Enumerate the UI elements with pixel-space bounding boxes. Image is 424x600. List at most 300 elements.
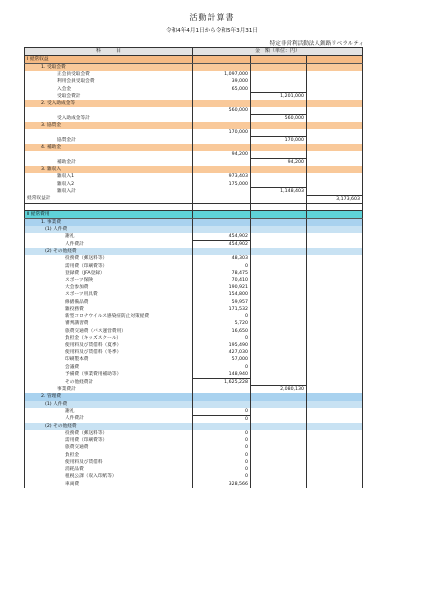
table-row — [25, 386, 363, 394]
amount-cell — [251, 401, 307, 408]
table-row — [25, 195, 363, 203]
amount-cell — [193, 210, 251, 218]
amount-cell: 59,957 — [193, 299, 251, 306]
amount-cell: 170,000 — [193, 129, 251, 136]
amount-cell: 70,410 — [193, 277, 251, 284]
amount-cell — [251, 151, 307, 158]
table-row — [25, 299, 363, 306]
table-row — [25, 284, 363, 291]
table-row — [25, 93, 363, 101]
table-row — [25, 137, 363, 145]
header-account-column: 科 目 — [25, 48, 193, 56]
table-row — [25, 306, 363, 313]
organization-name: 特定非営利活動法人釧路リベラルティ — [269, 41, 364, 47]
amount-cell: 148,940 — [193, 371, 251, 379]
table-row — [25, 107, 363, 114]
amount-cell — [251, 313, 307, 320]
table-row — [25, 78, 363, 85]
amount-cell — [307, 415, 363, 423]
account-label: 租税公課（収入印紙等） — [25, 473, 193, 480]
amount-cell — [307, 233, 363, 241]
amount-cell — [307, 401, 363, 408]
amount-cell — [251, 444, 307, 451]
account-label: 正会員受取会費 — [25, 71, 193, 78]
amount-cell — [193, 93, 251, 101]
amount-cell — [251, 459, 307, 466]
amount-cell — [251, 210, 307, 218]
account-label: 消耗品費 — [25, 466, 193, 473]
amount-cell — [307, 364, 363, 371]
table-row — [25, 233, 363, 241]
account-label: 事業費計 — [25, 386, 193, 394]
amount-cell — [251, 466, 307, 473]
fiscal-period: 令和4年4月1日から令和5年3月31日 — [165, 28, 259, 34]
amount-cell — [307, 85, 363, 92]
table-row — [25, 180, 363, 187]
amount-cell — [193, 226, 251, 233]
amount-cell — [193, 393, 251, 400]
amount-cell — [307, 64, 363, 72]
account-label: 受入助成金等計 — [25, 115, 193, 123]
table-row — [25, 452, 363, 459]
table-row — [25, 335, 363, 342]
table-row — [25, 188, 363, 196]
amount-cell: 175,000 — [193, 180, 251, 187]
account-label — [25, 129, 193, 136]
amount-cell — [307, 226, 363, 233]
amount-cell — [193, 115, 251, 123]
amount-cell — [251, 270, 307, 277]
amount-cell — [251, 129, 307, 136]
amount-cell: 39,000 — [193, 78, 251, 85]
table-row — [25, 255, 363, 262]
account-label: 雑収入計 — [25, 188, 193, 196]
amount-cell: 0 — [193, 473, 251, 480]
table-row — [25, 466, 363, 473]
amount-cell — [307, 71, 363, 78]
amount-cell: 1,097,000 — [193, 71, 251, 78]
amount-cell — [307, 100, 363, 107]
account-label: 負担金（キッズスクール） — [25, 335, 193, 342]
amount-cell — [251, 371, 307, 379]
amount-cell: 16,650 — [193, 327, 251, 334]
account-label: 雑役務費 — [25, 306, 193, 313]
amount-cell — [251, 393, 307, 400]
table-row — [25, 342, 363, 349]
amount-cell: 454,902 — [193, 233, 251, 241]
amount-cell: 195,490 — [193, 342, 251, 349]
account-label: 謝礼 — [25, 408, 193, 416]
account-label: 雑収入1 — [25, 173, 193, 180]
amount-cell — [193, 122, 251, 129]
table-row — [25, 85, 363, 92]
account-label: (2) その他経費 — [25, 248, 193, 255]
amount-cell — [307, 299, 363, 306]
account-label: (1) 人件費 — [25, 401, 193, 408]
table-row — [25, 226, 363, 233]
account-label: 雑収入2 — [25, 180, 193, 187]
amount-cell — [193, 203, 251, 210]
amount-cell — [251, 85, 307, 92]
table-row — [25, 241, 363, 249]
account-label: その他経費計 — [25, 378, 193, 386]
amount-cell: 0 — [193, 408, 251, 416]
amount-cell — [251, 291, 307, 298]
amount-cell — [307, 444, 363, 451]
amount-cell — [193, 386, 251, 394]
table-row — [25, 364, 363, 371]
amount-cell — [251, 78, 307, 85]
amount-cell — [307, 371, 363, 379]
table-row — [25, 203, 363, 210]
amount-cell — [251, 180, 307, 187]
amount-cell — [193, 144, 251, 151]
amount-cell — [193, 56, 251, 64]
amount-cell: 0 — [193, 364, 251, 371]
amount-cell — [251, 218, 307, 226]
table-row — [25, 437, 363, 444]
account-label — [25, 151, 193, 158]
table-row — [25, 218, 363, 226]
account-label: (2) その他経費 — [25, 423, 193, 430]
amount-cell: 0 — [193, 459, 251, 466]
amount-cell: 1,148,403 — [251, 188, 307, 196]
amount-cell — [307, 218, 363, 226]
table-row — [25, 378, 363, 386]
amount-cell — [307, 166, 363, 173]
table-row — [25, 408, 363, 416]
account-label: 大会参加費 — [25, 284, 193, 291]
account-label: スポーツ保険 — [25, 277, 193, 284]
table-row — [25, 430, 363, 437]
table-row — [25, 100, 363, 107]
amount-cell: 0 — [193, 415, 251, 423]
amount-cell — [307, 241, 363, 249]
amount-cell — [193, 158, 251, 166]
amount-cell — [307, 115, 363, 123]
amount-cell: 5,720 — [193, 320, 251, 327]
account-label: 旅費交通費 — [25, 444, 193, 451]
account-label: (1) 人件費 — [25, 226, 193, 233]
amount-cell — [251, 480, 307, 487]
table-row — [25, 480, 363, 487]
amount-cell — [251, 473, 307, 480]
account-label: 新型コロナウイルス感染症防止対策経費 — [25, 313, 193, 320]
account-label — [25, 107, 193, 114]
table-row — [25, 320, 363, 327]
amount-cell — [307, 78, 363, 85]
amount-cell — [307, 137, 363, 145]
amount-cell — [251, 166, 307, 173]
table-row — [25, 371, 363, 379]
table-row — [25, 129, 363, 136]
amount-cell — [251, 255, 307, 262]
amount-cell — [307, 284, 363, 291]
amount-cell: 48,303 — [193, 255, 251, 262]
amount-cell: 0 — [193, 466, 251, 473]
amount-cell: 1,625,228 — [193, 378, 251, 386]
amount-cell: 0 — [193, 444, 251, 451]
account-label: 使用料及び賃借料（冬季） — [25, 349, 193, 356]
amount-cell — [251, 306, 307, 313]
account-label: 受取会費計 — [25, 93, 193, 101]
amount-cell — [251, 378, 307, 386]
account-label: 役務費（郵送料等） — [25, 255, 193, 262]
account-label: 需用費（印刷費等） — [25, 437, 193, 444]
table-row — [25, 415, 363, 423]
account-label: 登録費（JFA登録） — [25, 270, 193, 277]
account-label: 1. 事業費 — [25, 218, 193, 226]
amount-cell — [251, 241, 307, 249]
amount-cell — [193, 64, 251, 72]
amount-cell — [193, 423, 251, 430]
account-label: 協賛金計 — [25, 137, 193, 145]
account-label: 2. 管理費 — [25, 393, 193, 400]
activity-statement-table — [24, 47, 363, 488]
amount-cell — [307, 56, 363, 64]
account-label — [25, 203, 193, 210]
amount-cell — [251, 226, 307, 233]
amount-cell — [307, 270, 363, 277]
amount-cell — [193, 401, 251, 408]
table-row — [25, 173, 363, 180]
amount-cell — [307, 173, 363, 180]
account-label: 3. 協賛金 — [25, 122, 193, 129]
amount-cell — [251, 349, 307, 356]
amount-cell — [307, 210, 363, 218]
amount-cell — [251, 248, 307, 255]
table-row — [25, 56, 363, 64]
amount-cell — [307, 277, 363, 284]
amount-cell — [307, 122, 363, 129]
amount-cell — [251, 430, 307, 437]
amount-cell — [251, 203, 307, 210]
amount-cell: 154,800 — [193, 291, 251, 298]
account-label: 経常収益計 — [25, 195, 193, 203]
amount-cell: 0 — [193, 313, 251, 320]
table-row — [25, 277, 363, 284]
amount-cell: 94,200 — [251, 158, 307, 166]
amount-cell: 560,000 — [251, 115, 307, 123]
account-label: 利用会員受取会費 — [25, 78, 193, 85]
table-row — [25, 313, 363, 320]
amount-cell — [307, 430, 363, 437]
amount-cell — [307, 180, 363, 187]
amount-cell — [251, 284, 307, 291]
amount-cell: 94,200 — [193, 151, 251, 158]
amount-cell — [193, 218, 251, 226]
table-row — [25, 291, 363, 298]
amount-cell — [307, 408, 363, 416]
amount-cell — [251, 327, 307, 334]
account-label: Ⅰ 経常収益 — [25, 56, 193, 64]
amount-cell: 65,000 — [193, 85, 251, 92]
amount-cell — [307, 144, 363, 151]
amount-cell — [307, 320, 363, 327]
table-row — [25, 158, 363, 166]
amount-cell — [251, 195, 307, 203]
amount-cell — [307, 248, 363, 255]
amount-cell — [251, 356, 307, 363]
amount-cell — [307, 107, 363, 114]
amount-cell: 973,403 — [193, 173, 251, 180]
account-label: 入会金 — [25, 85, 193, 92]
amount-cell — [307, 188, 363, 196]
amount-cell: 3,173,603 — [307, 195, 363, 203]
table-row — [25, 248, 363, 255]
amount-cell — [193, 195, 251, 203]
table-row — [25, 144, 363, 151]
table-row — [25, 423, 363, 430]
table-row — [25, 166, 363, 173]
amount-cell — [307, 327, 363, 334]
table-row — [25, 444, 363, 451]
account-label: 人件費計 — [25, 415, 193, 423]
amount-cell — [193, 100, 251, 107]
table-header-row — [25, 48, 363, 56]
amount-cell: 2,080,130 — [251, 386, 307, 394]
amount-cell — [251, 437, 307, 444]
account-label: 使用料及び賃借料（夏季） — [25, 342, 193, 349]
table-row — [25, 71, 363, 78]
amount-cell: 560,000 — [193, 107, 251, 114]
amount-cell — [251, 342, 307, 349]
account-label: 予備費（事業費用補助等） — [25, 371, 193, 379]
account-label: 1. 受取会費 — [25, 64, 193, 72]
amount-cell — [307, 306, 363, 313]
table-row — [25, 115, 363, 123]
amount-cell: 0 — [193, 263, 251, 270]
amount-cell — [251, 277, 307, 284]
amount-cell — [251, 144, 307, 151]
amount-cell: 0 — [193, 430, 251, 437]
amount-cell: 170,000 — [251, 137, 307, 145]
account-label: スポーツ用具費 — [25, 291, 193, 298]
amount-cell — [307, 255, 363, 262]
account-label: 車両費 — [25, 480, 193, 487]
amount-cell — [251, 64, 307, 72]
account-label: 印刷製本費 — [25, 356, 193, 363]
amount-cell: 78,475 — [193, 270, 251, 277]
account-label: Ⅱ 経常費用 — [25, 210, 193, 218]
amount-cell — [193, 166, 251, 173]
account-label: 会議費 — [25, 364, 193, 371]
amount-cell: 0 — [193, 437, 251, 444]
amount-cell — [307, 342, 363, 349]
amount-cell: 454,902 — [193, 241, 251, 249]
amount-cell — [307, 335, 363, 342]
amount-cell: 0 — [193, 452, 251, 459]
account-label: 人件費計 — [25, 241, 193, 249]
amount-cell — [307, 93, 363, 101]
account-label: 補助金計 — [25, 158, 193, 166]
amount-cell: 427,030 — [193, 349, 251, 356]
amount-cell — [307, 129, 363, 136]
amount-cell — [251, 107, 307, 114]
amount-cell — [307, 423, 363, 430]
account-label: 4. 補助金 — [25, 144, 193, 151]
amount-cell — [193, 188, 251, 196]
table-row — [25, 263, 363, 270]
amount-cell — [251, 122, 307, 129]
amount-cell — [251, 320, 307, 327]
amount-cell — [251, 173, 307, 180]
table-row — [25, 393, 363, 400]
amount-cell — [307, 203, 363, 210]
amount-cell — [251, 56, 307, 64]
document-title: 活動計算書 — [189, 13, 235, 22]
amount-cell — [251, 71, 307, 78]
amount-cell: 171,532 — [193, 306, 251, 313]
account-label: 修繕備品費 — [25, 299, 193, 306]
amount-cell — [251, 233, 307, 241]
account-label: 謝礼 — [25, 233, 193, 241]
account-label: 負担金 — [25, 452, 193, 459]
amount-cell — [307, 291, 363, 298]
amount-cell — [307, 466, 363, 473]
table-row — [25, 473, 363, 480]
table-row — [25, 349, 363, 356]
amount-cell: 1,201,000 — [251, 93, 307, 101]
table-row — [25, 270, 363, 277]
amount-cell — [307, 356, 363, 363]
amount-cell — [307, 378, 363, 386]
account-label: 旅費交通費（バス運営費用） — [25, 327, 193, 334]
amount-cell — [307, 393, 363, 400]
amount-cell — [307, 473, 363, 480]
table-row — [25, 122, 363, 129]
amount-cell — [251, 335, 307, 342]
amount-cell — [307, 263, 363, 270]
account-label: 使用料及び賃借料 — [25, 459, 193, 466]
amount-cell — [307, 452, 363, 459]
amount-cell — [251, 100, 307, 107]
amount-cell — [193, 248, 251, 255]
amount-cell: 190,921 — [193, 284, 251, 291]
table-row — [25, 151, 363, 158]
table-row — [25, 327, 363, 334]
amount-cell — [251, 415, 307, 423]
amount-cell — [251, 452, 307, 459]
amount-cell — [307, 349, 363, 356]
table-row — [25, 401, 363, 408]
table-row — [25, 356, 363, 363]
account-label: 需用費（印刷費等） — [25, 263, 193, 270]
table-row — [25, 210, 363, 218]
account-label: 2. 受入助成金等 — [25, 100, 193, 107]
account-label: 3. 雑収入 — [25, 166, 193, 173]
amount-cell — [251, 263, 307, 270]
amount-cell — [307, 480, 363, 487]
amount-cell — [251, 423, 307, 430]
account-label: 審判講習費 — [25, 320, 193, 327]
amount-cell — [193, 137, 251, 145]
amount-cell: 328,566 — [193, 480, 251, 487]
amount-cell: 0 — [193, 335, 251, 342]
amount-cell — [307, 158, 363, 166]
amount-cell — [307, 386, 363, 394]
amount-cell — [307, 151, 363, 158]
header-amount-column: 金 額（単位：円） — [193, 48, 363, 56]
account-label: 役務費（郵送料等） — [25, 430, 193, 437]
amount-cell — [307, 437, 363, 444]
amount-cell — [307, 313, 363, 320]
amount-cell — [251, 408, 307, 416]
table-row — [25, 459, 363, 466]
amount-cell — [251, 299, 307, 306]
amount-cell — [307, 459, 363, 466]
amount-cell: 57,000 — [193, 356, 251, 363]
